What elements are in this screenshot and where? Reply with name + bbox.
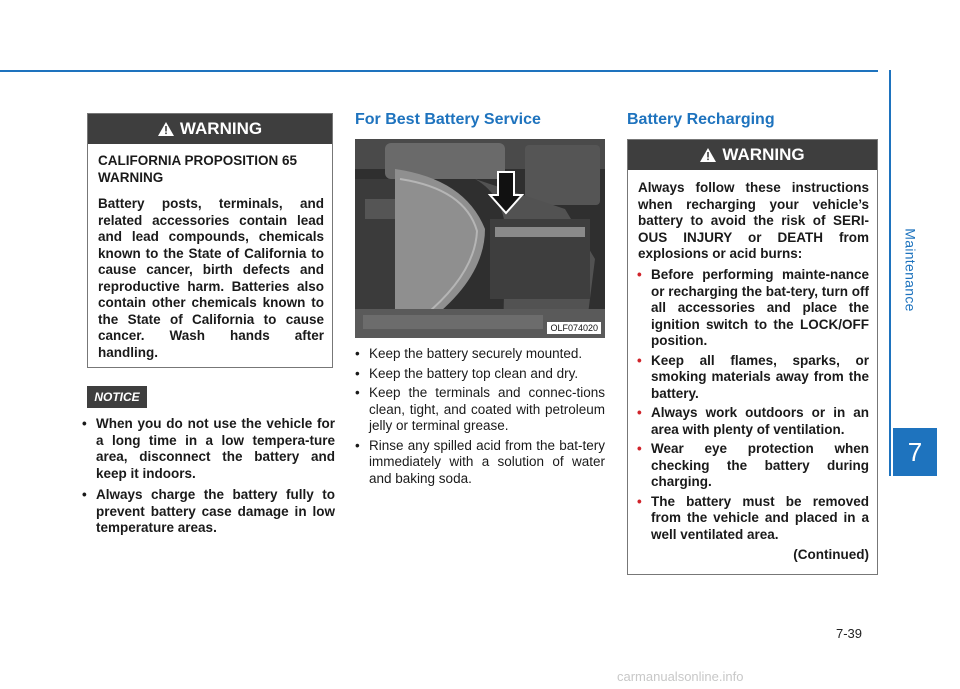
recharging-item: • The battery must be removed from the vehicle and placed in a well ventilated area. bbox=[637, 493, 869, 542]
warning-text: Battery posts, terminals, and related accessories contain lead and lead compounds, chemicals known to the State of California to cause cancer, birth defects and reproductive harm. Batteries also contain other chemicals known to the State of California to cause cancer. Wash hands after handling. bbox=[98, 196, 324, 360]
prop65-warning-box bbox=[87, 113, 333, 368]
continued-label: (Continued) bbox=[793, 547, 869, 562]
recharging-item: • Always work outdoors or in an area with plenty of ventilation. bbox=[637, 405, 869, 437]
side-rule bbox=[889, 70, 891, 476]
recharging-warning-box bbox=[627, 139, 878, 575]
warning-triangle-icon bbox=[158, 122, 174, 136]
notice-tag: NOTICE bbox=[87, 386, 147, 408]
notice-item: • When you do not use the vehicle for a long time in a low tempera-ture area, disconnect the battery and keep it indoors. bbox=[82, 416, 335, 481]
service-list bbox=[355, 346, 605, 490]
header-rule bbox=[0, 70, 878, 72]
watermark: carmanualsonline.info bbox=[617, 669, 744, 684]
recharging-item: • Before performing mainte-nance or recharging the bat-tery, turn off all accessories and place the ignition switch to the LOCK/OFF position. bbox=[637, 267, 870, 348]
warning-triangle-icon bbox=[700, 148, 716, 162]
page-number: 7-39 bbox=[836, 626, 863, 641]
battery-photo bbox=[355, 139, 605, 338]
chapter-number: 7 bbox=[893, 428, 937, 476]
service-item: • Keep the battery securely mounted. bbox=[355, 346, 583, 361]
service-item: • Keep the terminals and connec-tions clean, tight, and coated with petroleum jelly or terminal grease. bbox=[355, 385, 605, 433]
battery-illustration bbox=[355, 139, 605, 338]
notice-list bbox=[82, 416, 335, 542]
warning-header bbox=[88, 114, 332, 144]
photo-caption: OLF074020 bbox=[547, 322, 601, 334]
recharging-item: • Wear eye protection when checking the battery during charging. bbox=[637, 441, 869, 489]
warning-heading: WARNING bbox=[722, 145, 805, 164]
section-title-best-service: For Best Battery Service bbox=[355, 111, 541, 128]
service-item: • Rinse any spilled acid from the bat-tery immediately with a solution of water and baking soda. bbox=[355, 437, 605, 486]
warning-title: CALIFORNIA PROPOSITION 65 WARNING bbox=[98, 153, 298, 185]
warning-heading: WARNING bbox=[179, 119, 263, 138]
side-label: Maintenance bbox=[903, 228, 919, 312]
section-title-recharging: Battery Recharging bbox=[627, 111, 775, 128]
recharging-item: • Keep all flames, sparks, or smoking materials away from the battery. bbox=[637, 352, 869, 401]
service-item: • Keep the battery top clean and dry. bbox=[355, 365, 579, 381]
warning-intro: Always follow these instructions when recharging your vehicle’s battery to avoid the risk of SERI-OUS INJURY or DEATH from explosions or acid burns: bbox=[638, 180, 869, 261]
recharging-list bbox=[637, 267, 869, 546]
warning-header bbox=[628, 140, 877, 170]
notice-item: • Always charge the battery fully to prevent battery case damage in low temperature areas. bbox=[82, 487, 335, 535]
